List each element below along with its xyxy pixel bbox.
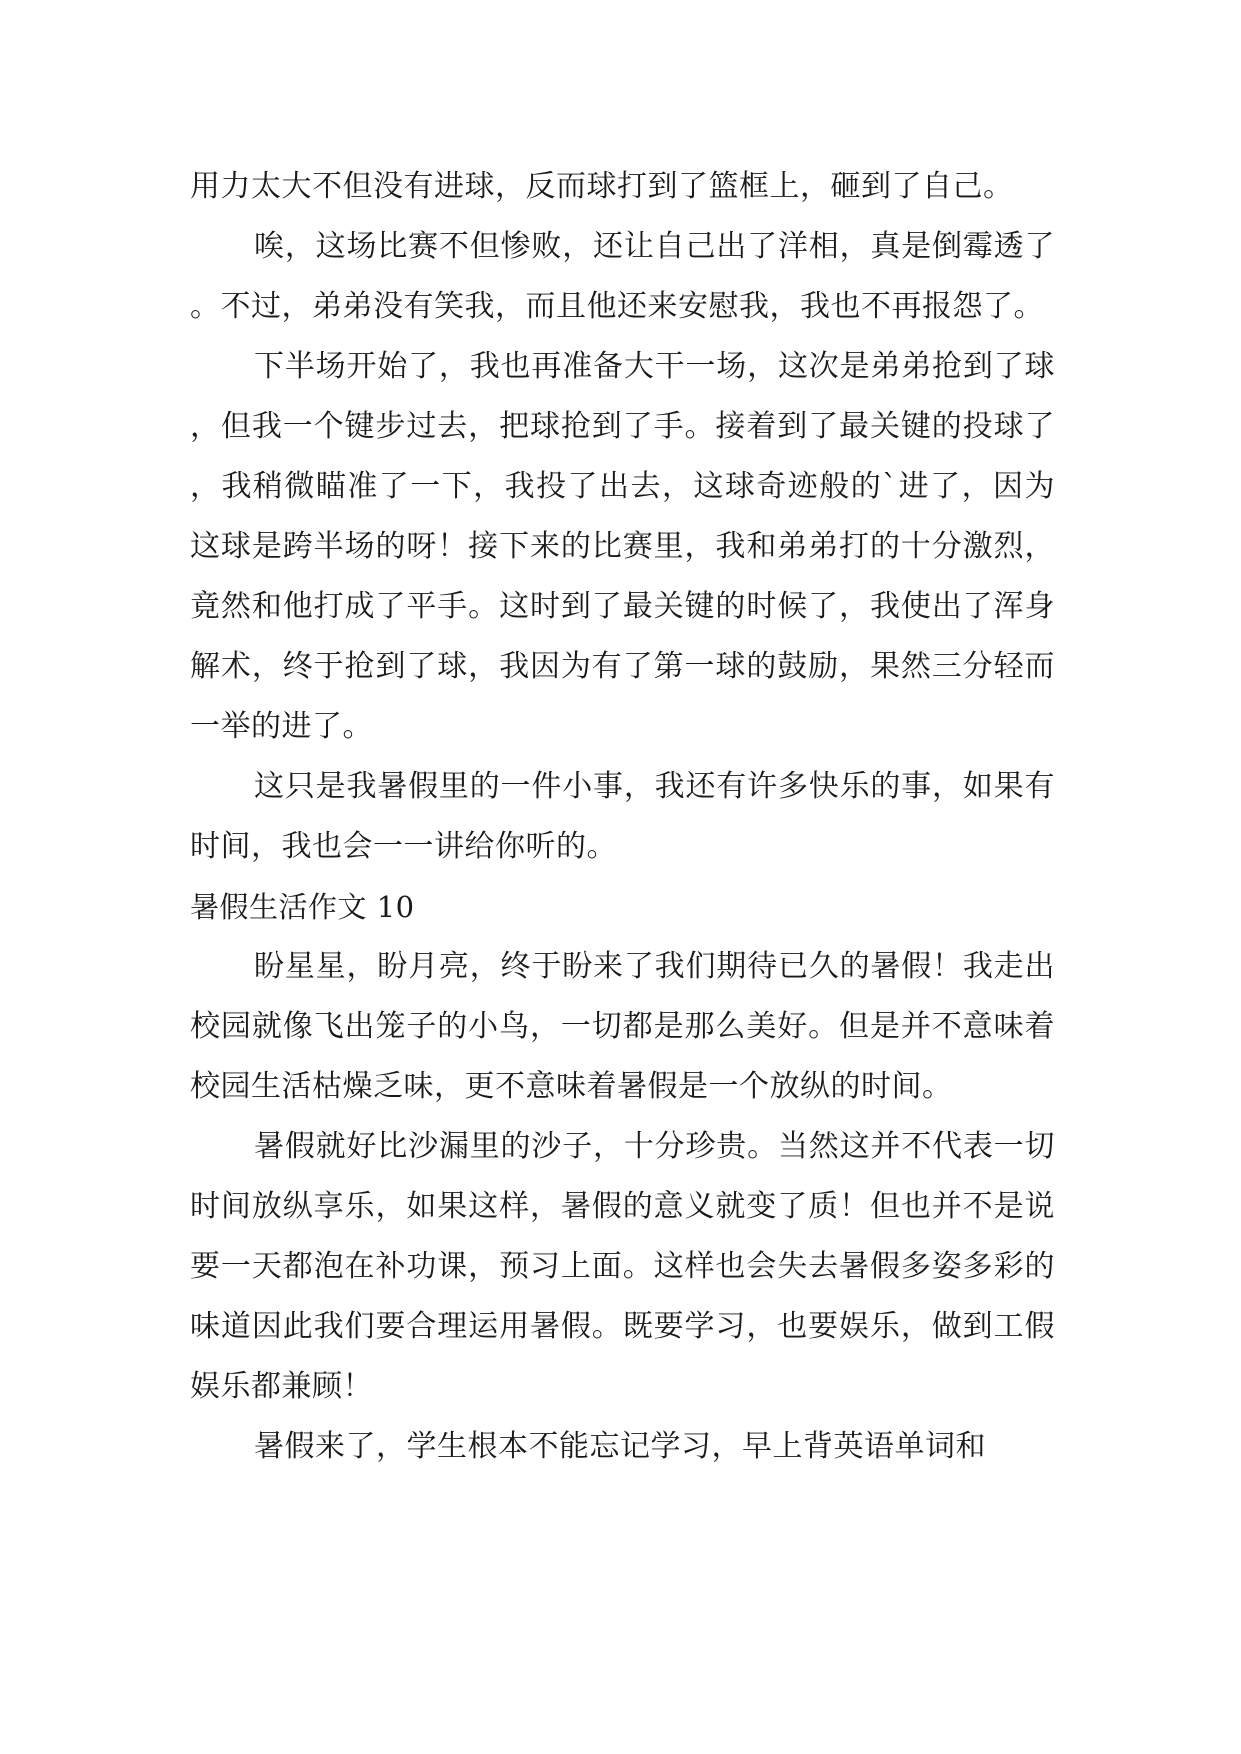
paragraph: 暑假就好比沙漏里的沙子，十分珍贵。当然这并不代表一切时间放纵享乐，如果这样，暑假的意义就变了质！但也并不是说要一天都泡在补功课，预习上面。这样也会失去暑假多姿多彩的味道因此我们要合理运用暑假。既要学习，也要娱乐，做到工假娱乐都兼顾！ xyxy=(190,1129,1055,1404)
document-body xyxy=(190,157,1055,1477)
paragraph: 这只是我暑假里的一件小事，我还有许多快乐的事，如果有时间，我也会一一讲给你听的。 xyxy=(190,769,1055,864)
paragraph: 盼星星，盼月亮，终于盼来了我们期待已久的暑假！我走出校园就像飞出笼子的小鸟，一切都是那么美好。但是并不意味着校园生活枯燥乏味，更不意味着暑假是一个放纵的时间。 xyxy=(190,949,1055,1104)
section-title: 暑假生活作文 10 xyxy=(190,890,415,924)
paragraph-continuation: 用力太大不但没有进球，反而球打到了篮框上，砸到了自己。 xyxy=(190,169,1014,204)
paragraph: 下半场开始了，我也再准备大干一场，这次是弟弟抢到了球，但我一个键步过去，把球抢到了手。接着到了最关键的投球了，我稍微瞄准了一下，我投了出去，这球奇迹般的`进了，因为这球是跨半场的呀！接下来的比赛里，我和弟弟打的十分激烈，竟然和他打成了平手。这时到了最关键的时候了，我使出了浑身解术，终于抢到了球，我因为有了第一球的鼓励，果然三分轻而一举的进了。 xyxy=(190,349,1055,744)
paragraph: 唉，这场比赛不但惨败，还让自己出了洋相，真是倒霉透了。不过，弟弟没有笑我，而且他还来安慰我，我也不再报怨了。 xyxy=(190,229,1055,324)
paragraph: 暑假来了，学生根本不能忘记学习，早上背英语单词和 xyxy=(254,1429,986,1464)
